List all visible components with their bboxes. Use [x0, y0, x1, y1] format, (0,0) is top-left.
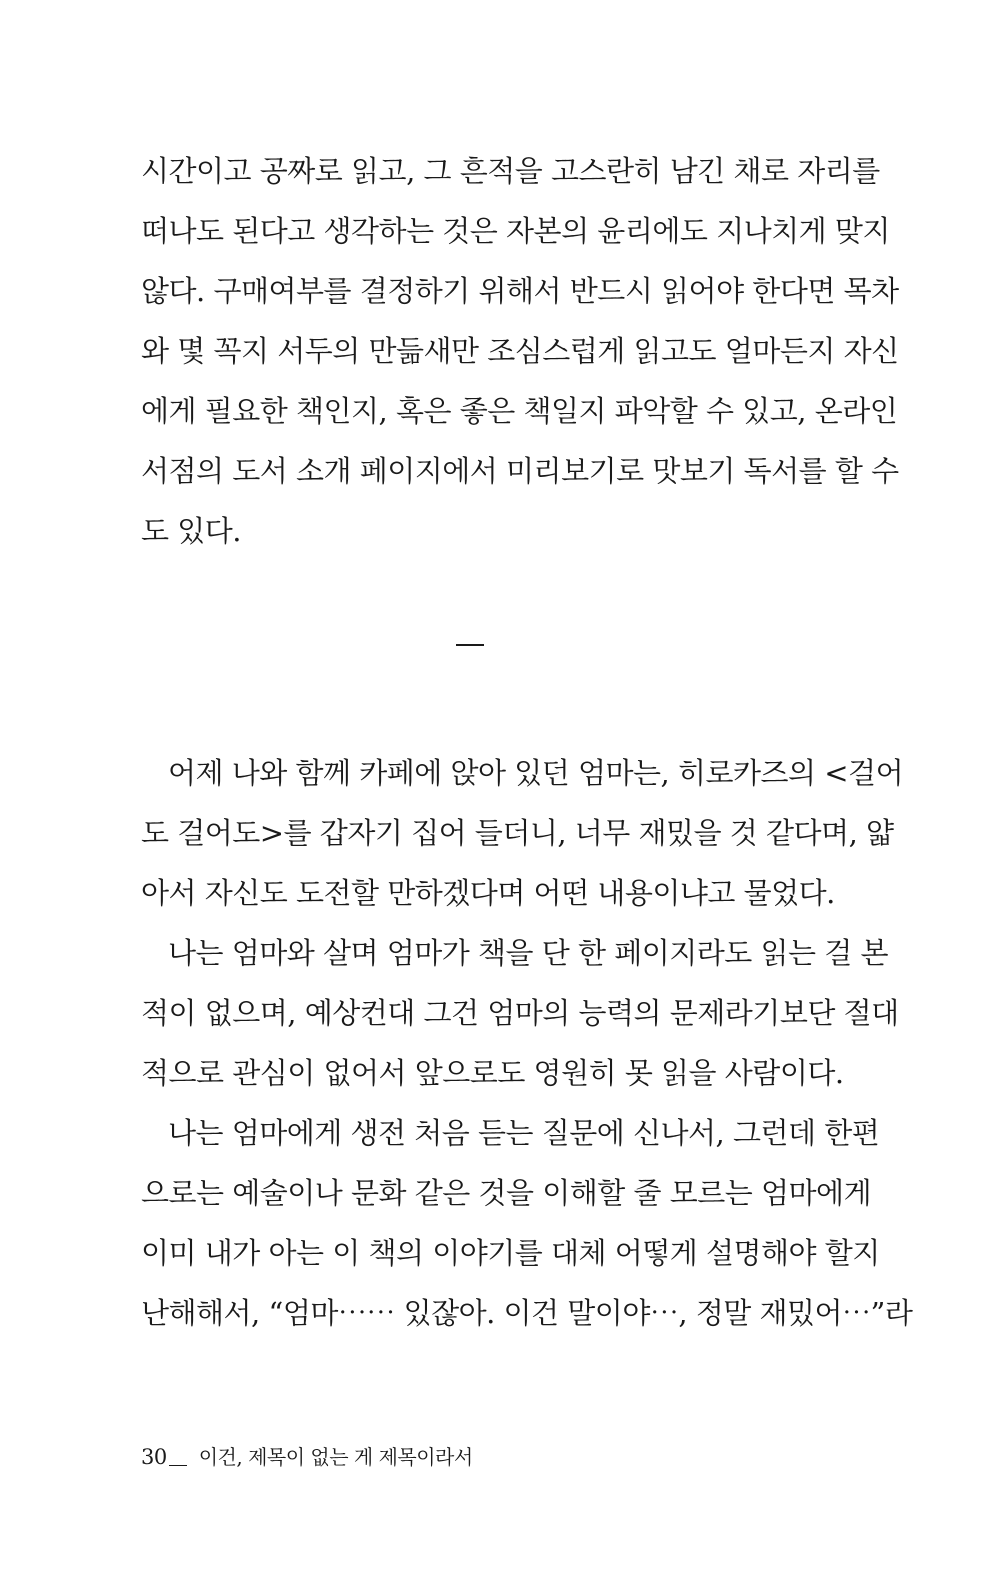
- text-line: 아서 자신도 도전할 만하겠다며 어떤 내용이냐고 물었다.: [141, 876, 835, 910]
- text-line: 와 몇 꼭지 서두의 만듦새만 조심스럽게 읽고도 얼마든지 자신: [141, 334, 899, 368]
- text-line: 도 있다.: [141, 514, 241, 548]
- page-number: 30: [141, 1445, 167, 1469]
- text-line: 난해해서, “엄마⋯⋯ 있잖아. 이건 말이야⋯, 정말 재밌어⋯”라: [141, 1296, 913, 1330]
- book-title: 이건, 제목이 없는 게 제목이라서: [198, 1445, 473, 1469]
- footer-underscore: [169, 1465, 187, 1466]
- text-line: 적으로 관심이 없어서 앞으로도 영원히 못 읽을 사람이다.: [141, 1056, 844, 1090]
- text-line: 서점의 도서 소개 페이지에서 미리보기로 맛보기 독서를 할 수: [141, 454, 899, 488]
- text-line: 이미 내가 아는 이 책의 이야기를 대체 어떻게 설명해야 할지: [141, 1236, 880, 1270]
- text-line: 적이 없으며, 예상컨대 그건 엄마의 능력의 문제라기보단 절대: [141, 996, 899, 1030]
- text-line: 떠나도 된다고 생각하는 것은 자본의 윤리에도 지나치게 맞지: [141, 214, 890, 248]
- text-line: 않다. 구매여부를 결정하기 위해서 반드시 읽어야 한다면 목차: [141, 274, 899, 308]
- section-divider: [456, 644, 484, 646]
- text-line: 어제 나와 함께 카페에 앉아 있던 엄마는, 히로카즈의 <걸어: [168, 756, 904, 790]
- text-line: 에게 필요한 책인지, 혹은 좋은 책일지 파악할 수 있고, 온라인: [141, 394, 898, 428]
- text-line: 시간이고 공짜로 읽고, 그 흔적을 고스란히 남긴 채로 자리를: [141, 154, 880, 188]
- text-line: 나는 엄마와 살며 엄마가 책을 단 한 페이지라도 읽는 걸 본: [168, 936, 889, 970]
- text-line: 나는 엄마에게 생전 처음 듣는 질문에 신나서, 그런데 한편: [168, 1116, 880, 1150]
- text-line: 도 걸어도>를 갑자기 집어 들더니, 너무 재밌을 것 같다며, 얇: [141, 816, 894, 850]
- text-line: 으로는 예술이나 문화 같은 것을 이해할 줄 모르는 엄마에게: [141, 1176, 872, 1210]
- page-footer: [141, 1443, 473, 1471]
